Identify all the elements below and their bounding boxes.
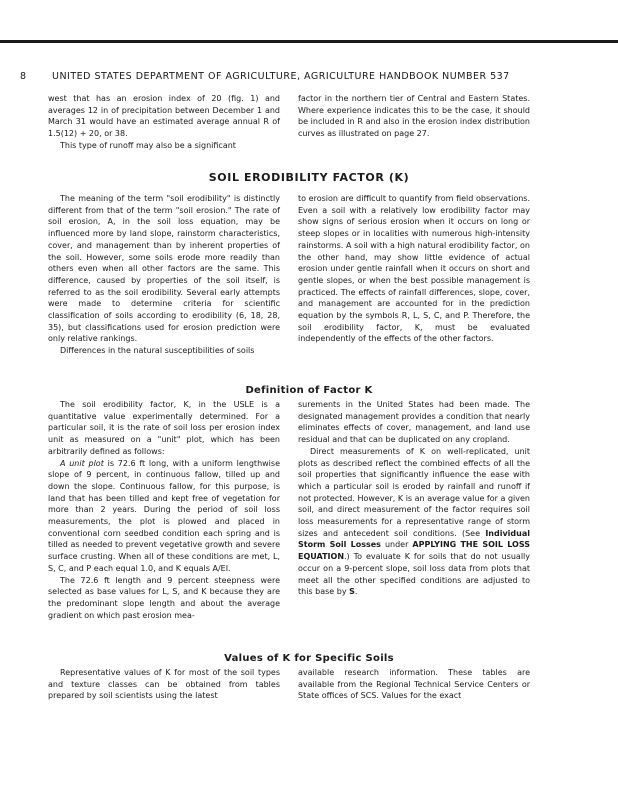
values-right-column [298, 667, 530, 702]
values-left-paragraph-1: Representative values of K for most of the soil types and texture classes can be obtained from tables prepared by soil scientists using the latest [48, 668, 280, 701]
erodibility-right-column [298, 193, 530, 345]
values-left-column [48, 667, 280, 702]
definition-right-column [298, 399, 530, 598]
definition-left-paragraph-2 [48, 458, 280, 575]
erodibility-left-paragraph-1: The meaning of the term "soil erodibility" is distinctly different from that of the term "soil erosion." The rate of soil erosion, A, in the soil loss equation, may be influenced more by land slope, rainstorm characteristics, cover, and management than by inherent properties of the soil. However, some soils erode more readily than others even when all other factors are the same. This difference, caused by properties of the soil itself, is referred to as the soil erodibility. Several early attempts were made to determine criteria for scientific classification of soils according to erodibility (6, 18, 28, 35), but classifications used for erosion prediction were only relative rankings. [48, 194, 280, 344]
cross-reference-applying-equation: APPLYING THE SOIL LOSS EQUATION [298, 540, 531, 562]
section-title: SOIL ERODIBILITY FACTOR (K) [208, 171, 410, 184]
values-heading: Values of K for Specific Soils [224, 653, 394, 664]
erodibility-left-column [48, 193, 280, 357]
erodibility-right-paragraph-1: to erosion are difficult to quantify from field observations. Even a soil with a relatively low erodibility factor may show signs of serious erosion when it occurs on long or steep slopes or in localities with numerous high-intensity rainstorms. A soil with a high natural erodibility factor, on the other hand, may show little evidence of actual erosion under gentle rainfall when it occurs on short and gentle slopes, or when the best possible management is practiced. The effects of rainfall differences, slope, cover, and management are accounted for in the prediction equation by the symbols R, L, S, C, and P. Therefore, the soil erodibility factor, K, must be evaluated independently of the effects of the other factors. [298, 194, 530, 344]
erodibility-left-paragraph-2: Differences in the natural susceptibilities of soils [60, 346, 255, 356]
paragraph-text-c: .) To evaluate K for soils that do not usually occur on a 9-percent slope, soil loss data from plots that meet all the other specified conditions are adjusted to this base by [298, 552, 530, 597]
top-left-paragraph-2: This type of runoff may also be a significant [60, 140, 236, 150]
unit-plot-definition: is 72.6 ft long, with a uniform lengthwise slope of 9 percent, in continuous fallow, tilled up and down the slope. Continuous fallow, for this purpose, is land that has been tilled and kept free of vegetation for more than 2 years. During the period of soil loss measurements, the plot is plowed and placed in conventional corn seedbed condition each spring and is tilled as needed to prevent vegetative growth and severe surface crusting. When all of these conditions are met, L, S, C, and P each equal 1.0, and K equals A/EI. [48, 458, 280, 573]
paragraph-text-a: Direct measurements of K on well-replicated, unit plots as described reflect the combined effects of all the soil properties that significantly influence the ease with which a particular soil is eroded by rainfall and runoff if not protected. However, K is an average value for a given soil, and direct measurement of the factor requires soil loss measurements for a representative range of storm sizes and antecedent soil conditions. (See [298, 446, 530, 538]
cross-reference-storm-losses: Individual Storm Soil Losses [298, 528, 530, 550]
running-title: UNITED STATES DEPARTMENT OF AGRICULTURE, AGRICULTURE HANDBOOK NUMBER 537 [52, 71, 510, 82]
definition-left-column [48, 399, 280, 621]
definition-right-paragraph-2 [298, 446, 530, 598]
definition-left-paragraph-1: The soil erodibility factor, K, in the USLE is a quantitative value experimentally determined. For a particular soil, it is the rate of soil loss per erosion index unit as measured on a "unit" plot, which has been arbitrarily defined as follows: [48, 400, 280, 456]
top-left-column [48, 93, 280, 152]
values-right-paragraph-1: available research information. These tables are available from the Regional Technical Service Centers or State offices of SCS. Values for the exact [298, 668, 530, 701]
top-rule [0, 40, 618, 43]
top-right-paragraph-1: factor in the northern tier of Central and Eastern States. Where experience indicates this to be the case, it should be included in R and also in the erosion index distribution curves as illustrated on page 27. [298, 94, 530, 139]
definition-heading: Definition of Factor K [245, 385, 373, 396]
page-number: 8 [20, 71, 27, 82]
running-header [20, 71, 550, 82]
definition-left-paragraph-3: The 72.6 ft length and 9 percent steepness were selected as base values for L, S, and K because they are the predominant slope length and about the average gradient on which past erosion mea- [48, 575, 280, 620]
unit-plot-term: A unit plot [60, 458, 104, 468]
symbol-s: S [349, 587, 355, 597]
paragraph-text-b: under [384, 540, 409, 550]
top-left-paragraph-1: west that has an erosion index of 20 (fig. 1) and averages 12 in of precipitation between December 1 and March 31 would have an estimated average annual R of 1.5(12) + 20, or 38. [48, 94, 280, 139]
definition-right-paragraph-1: surements in the United States had been made. The designated management provides a condition that nearly eliminates effects of cover, management, and land use residual and that can be duplicated on any cropland. [298, 400, 530, 445]
top-right-column [298, 93, 530, 140]
paragraph-end: . [354, 587, 358, 597]
